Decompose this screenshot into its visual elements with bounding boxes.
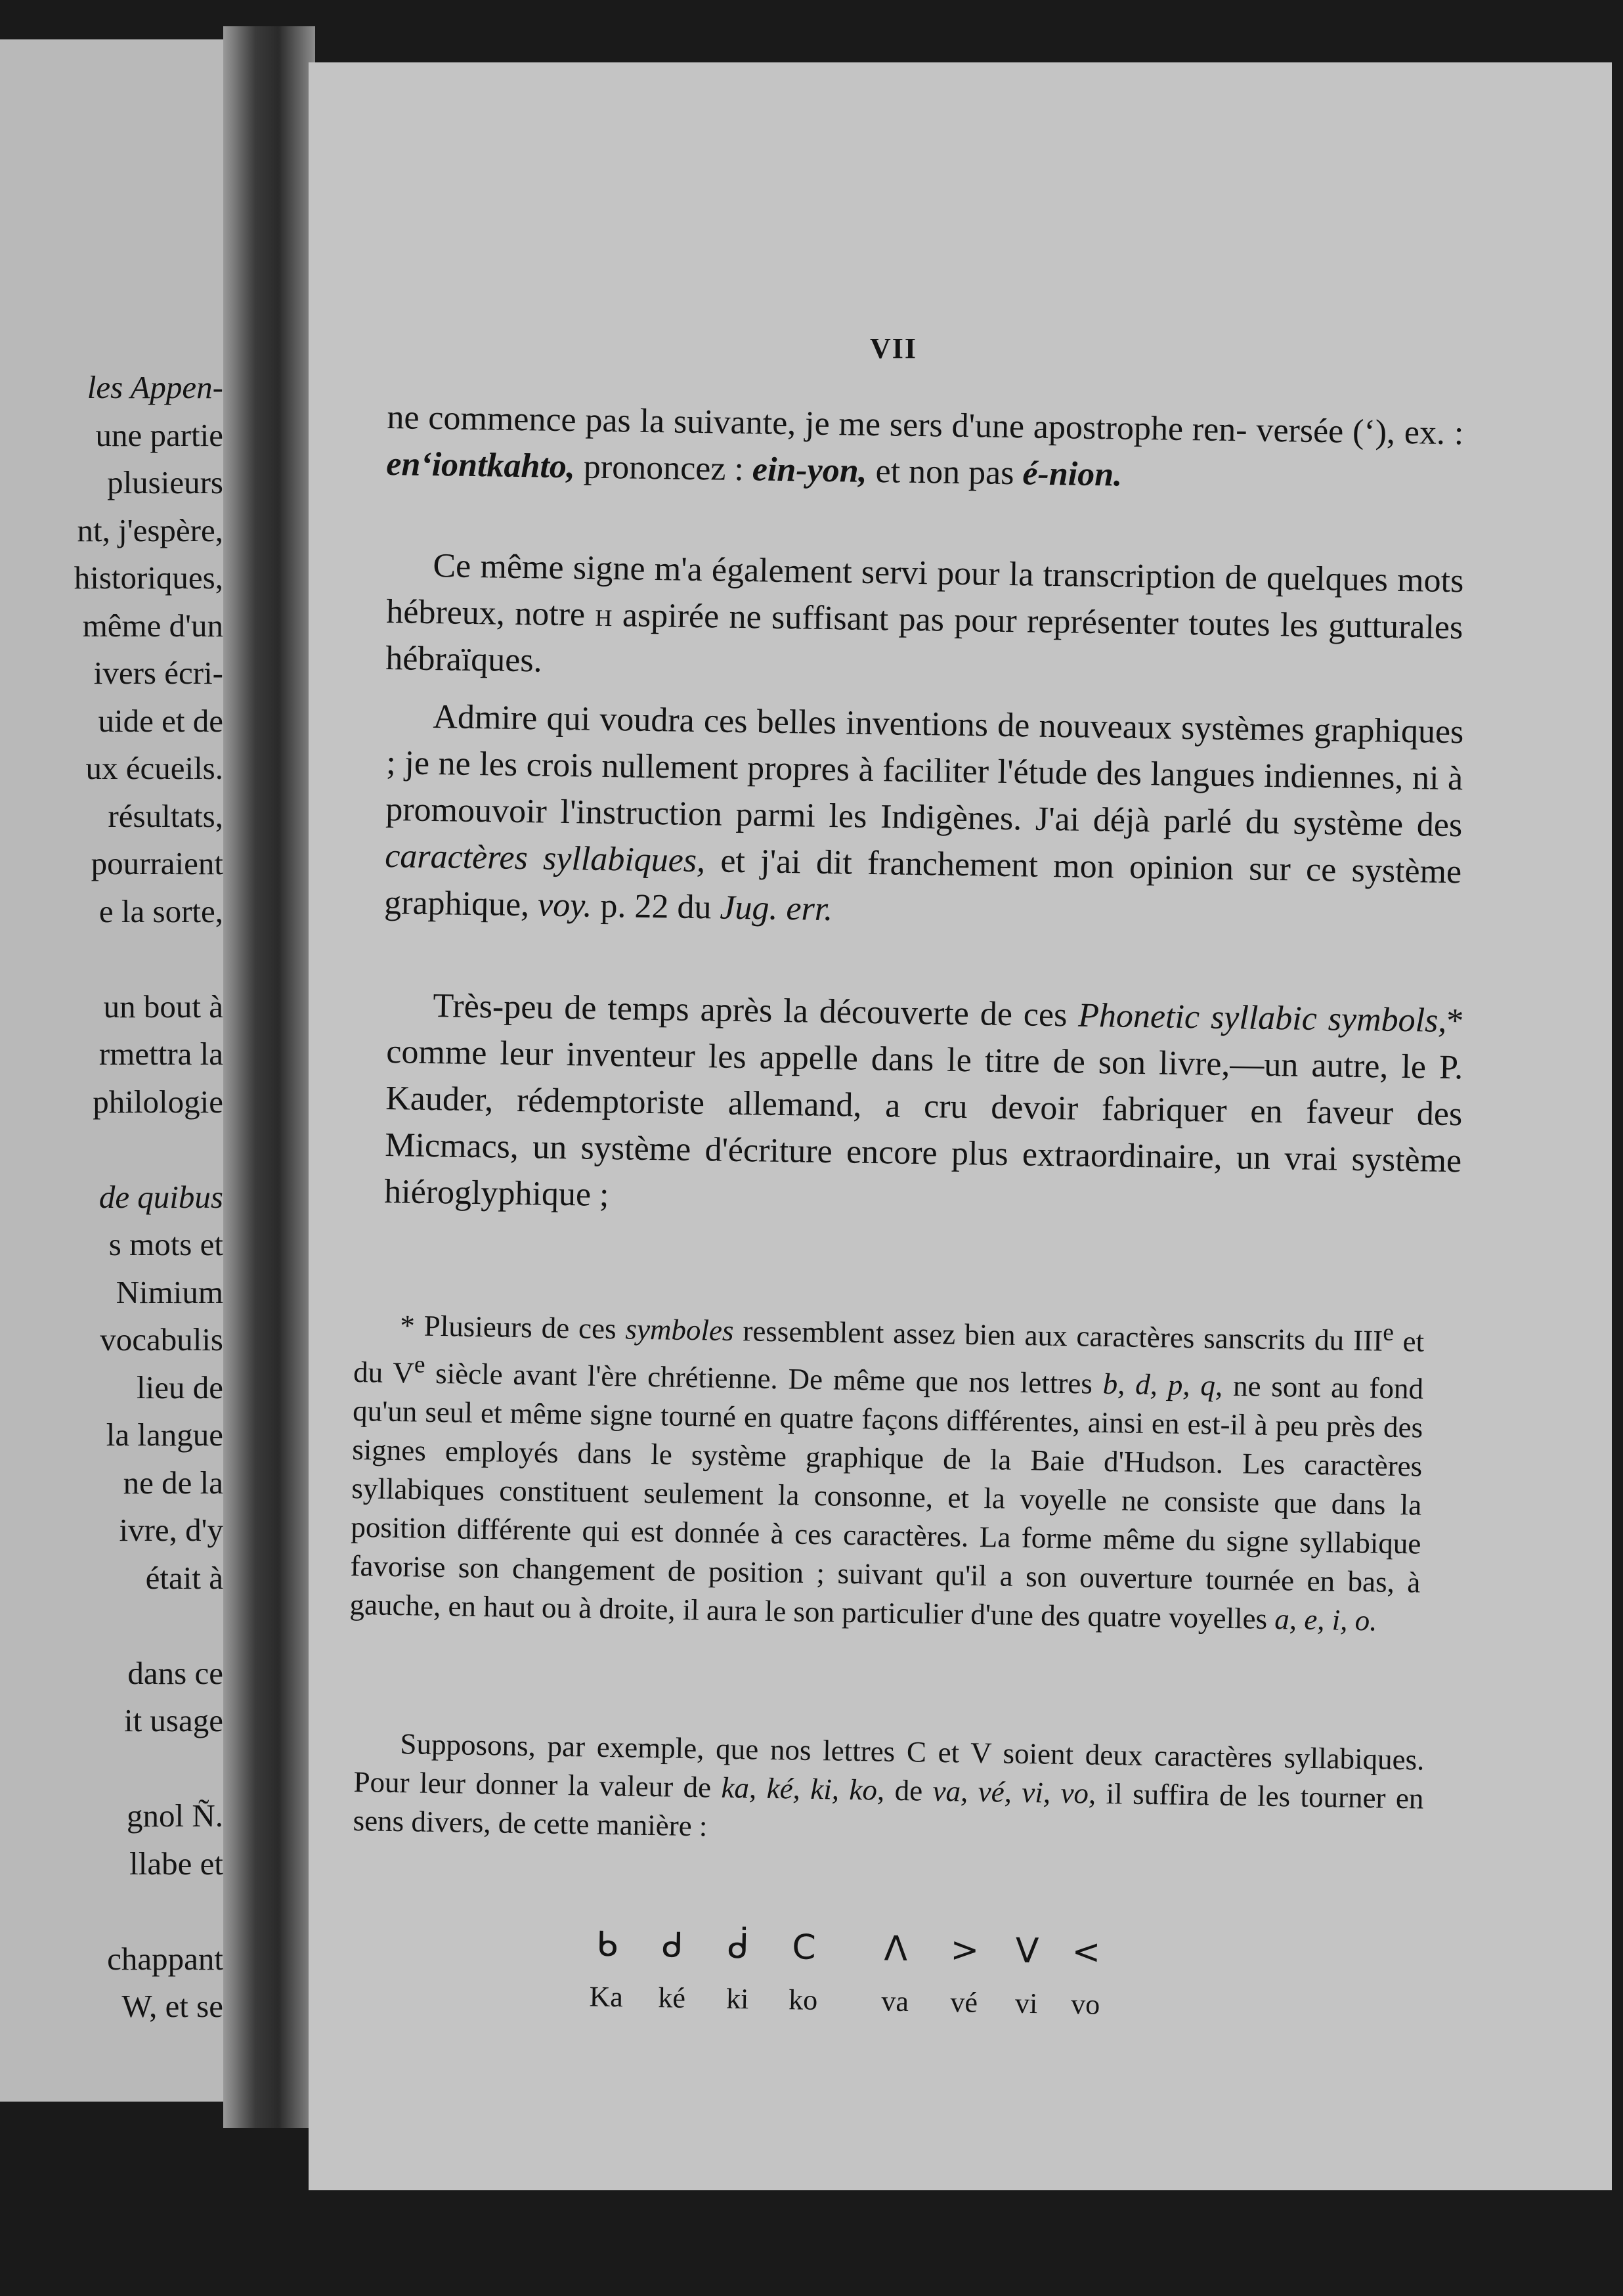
p3-italic-2: voy. xyxy=(537,886,592,925)
glyph-cell xyxy=(1049,1932,1123,2025)
fn-sup-1: e xyxy=(1382,1319,1395,1346)
syllabic-glyph: V xyxy=(1015,1931,1039,1972)
left-page-line: ivers écri- xyxy=(93,655,223,691)
p1-line-1: ne commence pas la suivante, je me sers d'une apostrophe ren- xyxy=(387,398,1248,449)
paragraph-3 xyxy=(384,693,1464,942)
paragraph-1 xyxy=(386,394,1464,503)
left-page-line: les Appen- xyxy=(87,369,223,405)
glyph-cell xyxy=(767,1928,840,2021)
left-page-line: rmettra la xyxy=(98,1036,223,1072)
fn-text-c: et du V xyxy=(353,1324,1425,1390)
p1-not-pronunciation: é-nion. xyxy=(1022,454,1123,494)
glyph-label: vé xyxy=(950,1986,978,2019)
p3-text-a: Admire qui voudra ces belles inventions de nouveaux systèmes graphiques ; je ne les crois nullement propres à faciliter l'étude des langues indiennes, ni à promouvoir l'instruction parmi les Indigènes. J'ai déjà parlé du système des xyxy=(385,698,1464,845)
syllabic-glyph: ᑰ xyxy=(727,1926,750,1967)
left-page-line: nt, j'espère, xyxy=(77,512,223,548)
glyph-cell xyxy=(701,1926,775,2020)
paragraph-2 xyxy=(385,542,1464,697)
left-page-line: historiques, xyxy=(74,560,223,596)
left-page-line: une partie xyxy=(95,416,223,453)
left-page-line: vocabulis xyxy=(100,1321,223,1358)
glyph-cell xyxy=(570,1924,643,2018)
fn-text-b: ressemblent assez bien aux caractères sanscrits du III xyxy=(733,1314,1383,1358)
p5-text-a: Supposons, par exemple, que nos lettres C et V soient deux caractères syllabiques. Pour leur donner la valeur de xyxy=(353,1727,1425,1804)
glyph-label: ké xyxy=(658,1981,686,2014)
fn-text-d: siècle avant l'ère chrétienne. De même que nos lettres xyxy=(425,1356,1104,1400)
glyph-label: vi xyxy=(1014,1987,1038,2020)
p1-line-2a: versée (‘), ex. : xyxy=(1256,411,1464,453)
left-page-line: llabe et xyxy=(129,1845,223,1882)
p3-italic-3: Jug. err. xyxy=(720,889,833,929)
fn-text-a: * Plusieurs de ces xyxy=(399,1309,626,1346)
fn-text-e: ne sont au fond qu'un seul et même signe tourné en quatre façons différentes, ainsi en est-il à peu près des signes employés dans le système graphique de la Baie d'Hudson. Les caractères syllabiques constituent seulement la consonne, et la voyelle ne consiste que dans la position différente qui est donnée à ces caractères. La forme même du signe syllabique favorise son changement de position ; suivant qu'il a son ouverture tournée en bas, à gauche, en haut ou à droite, il aura le son particulier d'une des quatre voyelles xyxy=(349,1369,1424,1636)
glyph-label: ko xyxy=(788,1983,818,2016)
p4-italic-1: Phonetic syllabic symbols, xyxy=(1077,996,1447,1040)
fn-italic-3: a, e, i, o. xyxy=(1274,1602,1377,1637)
p2-letter-h: h xyxy=(595,596,613,634)
book-gutter xyxy=(223,26,315,2128)
left-page-line: W, et se xyxy=(121,1988,223,2024)
fn-italic-2: b, d, p, q, xyxy=(1102,1367,1223,1402)
left-page-line: ne de la xyxy=(123,1464,223,1501)
left-page-line: la langue xyxy=(106,1417,223,1453)
left-page-line: ux écueils. xyxy=(85,750,223,786)
syllabic-glyph: < xyxy=(1071,1932,1101,1972)
left-page-line: dans ce xyxy=(127,1654,223,1691)
glyph-label: ki xyxy=(725,1982,749,2016)
left-page-line: chappant xyxy=(107,1940,223,1977)
p2-text-b: aspirée ne suffisant pas pour représenter toutes les gutturales hébraïques. xyxy=(385,596,1463,680)
syllabic-glyph: > xyxy=(950,1930,980,1970)
footnote xyxy=(349,1297,1425,1641)
left-page-line: résultats, xyxy=(108,797,223,834)
p1-line-2c: et non pas xyxy=(867,452,1014,493)
left-page-line: e la sorte, xyxy=(98,893,223,929)
right-page xyxy=(309,62,1612,2190)
left-page-line: gnol Ñ. xyxy=(127,1798,223,1834)
glyph-label: Ka xyxy=(589,1980,624,2014)
glyph-label: va xyxy=(881,1985,909,2018)
left-page-line: plusieurs xyxy=(107,464,223,500)
paragraph-5 xyxy=(353,1724,1425,1857)
syllabic-glyph: ᑲ xyxy=(595,1924,618,1965)
left-page-line: it usage xyxy=(123,1702,223,1738)
left-page-line: philologie xyxy=(93,1083,223,1120)
fn-italic-1: symboles xyxy=(625,1312,734,1348)
left-page-line: ivre, d'y xyxy=(119,1512,223,1548)
left-page-line: uide et de xyxy=(98,702,223,739)
glyph-cell xyxy=(636,1926,709,2019)
p5-italic-1: ka, ké, ki, ko, xyxy=(721,1771,885,1807)
p5-text-b: de xyxy=(884,1773,933,1807)
left-page-line: pourraient xyxy=(91,845,223,881)
left-page-line: s mots et xyxy=(108,1226,223,1262)
p4-text-b: * comme leur inventeur les appelle dans le titre de son livre,—un autre, le P. Kauder, rédemptoriste allemand, a cru devoir fabriquer en faveur des Micmacs, un système d'écriture encore plus extraordinaire, un vrai système hiéroglyphique ; xyxy=(383,1002,1464,1214)
left-page-line: lieu de xyxy=(137,1369,223,1405)
p5-italic-2: va, vé, vi, vo, xyxy=(932,1774,1096,1810)
p5-text-c: il suffira de les tourner en sens divers, de cette manière : xyxy=(353,1777,1424,1843)
p3-italic-1: caractères syllabiques, xyxy=(384,837,706,880)
syllabic-glyph: ᑯ xyxy=(661,1926,684,1966)
paragraph-4 xyxy=(384,982,1464,1231)
p1-pronunciation: ein-yon, xyxy=(752,451,868,490)
glyph-cell xyxy=(859,1929,932,2022)
p4-text-a: Très-peu de temps après la découverte de ces xyxy=(433,987,1079,1034)
syllabic-glyph: C xyxy=(791,1928,817,1968)
page-number: VII xyxy=(870,332,918,364)
glyph-label: vo xyxy=(1070,1987,1100,2021)
left-page-line: était à xyxy=(145,1559,223,1596)
left-page-line: un bout à xyxy=(103,988,223,1025)
fn-sup-2: e xyxy=(414,1351,425,1379)
p2-text-a: Ce même signe m'a également servi pour la transcription de quelques mots hébreux, notre xyxy=(385,547,1464,634)
p3-text-b: et j'ai dit franchement mon opinion sur ce système graphique, xyxy=(383,842,1462,924)
left-page-line: Nimium xyxy=(116,1273,223,1310)
left-page-line: de quibus xyxy=(98,1178,223,1215)
left-facing-page xyxy=(0,39,230,2102)
syllabic-glyph: Λ xyxy=(884,1929,908,1970)
p1-line-2b: prononcez : xyxy=(574,448,753,489)
syllabic-glyph-table xyxy=(569,1924,1425,2069)
p3-text-c: p. 22 du xyxy=(592,887,720,927)
p1-example-word: en‘iontkahto, xyxy=(385,445,576,486)
left-page-line: même d'un xyxy=(82,607,223,644)
